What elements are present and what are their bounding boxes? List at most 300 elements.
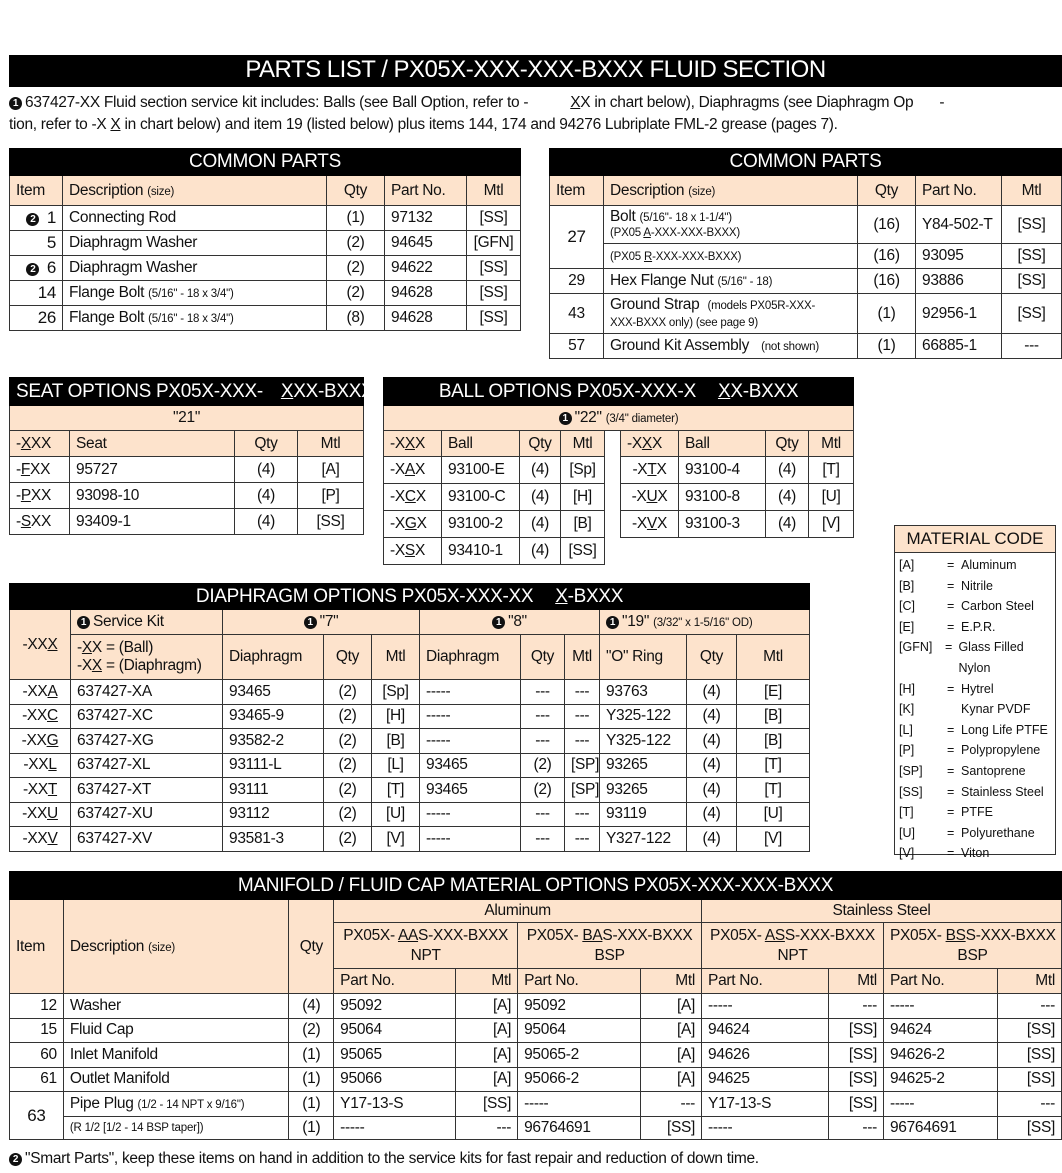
equals: =	[947, 722, 955, 737]
legend-item	[895, 679, 1055, 700]
material-name: Aluminum	[961, 558, 1017, 572]
smart-parts-marker-icon: 2	[26, 213, 39, 226]
equals: =	[947, 681, 955, 696]
part-number: -----	[883, 1092, 997, 1117]
material: [SS]	[456, 1092, 518, 1117]
col-mtl: Mtl	[298, 431, 364, 457]
o-ring-19: Y325-122	[600, 704, 687, 729]
option-code: -XXV	[10, 827, 71, 852]
material-code: [P]	[899, 743, 915, 758]
diaphragm-7: 93582-2	[223, 729, 324, 754]
qty: (2)	[327, 281, 385, 306]
group-aluminum: Aluminum	[334, 900, 702, 923]
qty: (2)	[521, 753, 565, 778]
table-row	[10, 306, 521, 331]
material-code: [SP]	[899, 763, 923, 778]
option-code: -XXU	[10, 802, 71, 827]
page-title	[9, 55, 1062, 87]
note-text: 637427-XX Fluid section service kit includes: Balls (see Ball Option, refer to -	[25, 94, 529, 111]
col-mtl: Mtl	[997, 969, 1061, 994]
ball-part-number: 93100-2	[442, 511, 520, 538]
note-text: X	[570, 94, 581, 111]
qty: (4)	[687, 753, 737, 778]
qty: (2)	[324, 753, 372, 778]
option-code: -XGX	[384, 511, 442, 538]
o-ring-19: 93265	[600, 778, 687, 803]
part-number: 93886	[916, 269, 1002, 294]
equals: =	[947, 599, 955, 614]
qty: (4)	[687, 704, 737, 729]
qty: (16)	[858, 269, 916, 294]
material: [V]	[372, 827, 420, 852]
qty: (4)	[766, 457, 809, 484]
table-row	[10, 231, 521, 256]
equals: =	[947, 619, 955, 634]
part-number: 95092	[518, 994, 641, 1019]
material: [SS]	[298, 509, 364, 535]
o-ring-19: Y327-122	[600, 827, 687, 852]
qty: (1)	[858, 294, 916, 334]
part-number: 95065	[334, 1043, 456, 1068]
equals: =	[947, 578, 955, 593]
material: [H]	[372, 704, 420, 729]
material-code: [SS]	[899, 784, 923, 799]
col-mtl: Mtl	[565, 635, 600, 680]
material: ---	[997, 1092, 1061, 1117]
part-number: 94645	[385, 231, 467, 256]
option-code: -XSX	[384, 538, 442, 565]
equals: =	[947, 805, 955, 820]
table-title: MANIFOLD / FLUID CAP MATERIAL OPTIONS PX05X-XXX-XXX-BXXX	[10, 872, 1062, 900]
qty: (16)	[858, 244, 916, 269]
material: [A]	[456, 994, 518, 1019]
ball-part-number: 93100-4	[679, 457, 766, 484]
material: [T]	[809, 457, 854, 484]
table-row	[10, 1092, 1062, 1117]
common-parts-table-left	[9, 148, 520, 331]
col-mtl: Mtl	[1002, 176, 1062, 206]
material: [SS]	[997, 1067, 1061, 1092]
material: [SS]	[467, 281, 521, 306]
qty: (2)	[324, 802, 372, 827]
spacer	[605, 511, 621, 538]
note-line-2	[9, 114, 1062, 136]
table-row	[10, 483, 364, 509]
part-number: 94624	[883, 1018, 997, 1043]
material-code: [T]	[899, 805, 914, 820]
col-mtl: Mtl	[561, 431, 605, 457]
diaphragm-8: 93465	[420, 753, 521, 778]
legend-item	[895, 720, 1055, 741]
diaphragm-8: -----	[420, 827, 521, 852]
description: Diaphragm Washer	[63, 231, 327, 256]
col-mtl: Mtl	[829, 969, 884, 994]
material: [SS]	[997, 1117, 1061, 1140]
qty: (4)	[520, 457, 561, 484]
material-code: [GFN]	[899, 640, 933, 655]
table-row	[10, 1043, 1062, 1068]
table-row	[10, 1018, 1062, 1043]
spacer	[605, 538, 621, 565]
col-part: Part No.	[702, 969, 829, 994]
table-title: COMMON PARTS	[10, 149, 521, 176]
diaphragm-7: 93111	[223, 778, 324, 803]
option-code: -XXA	[10, 680, 71, 705]
service-kit-number: 637427-XU	[71, 802, 223, 827]
description: (R 1/2 [1/2 - 14 BSP taper])	[63, 1117, 289, 1140]
legend-item	[895, 699, 1055, 720]
legend-item	[895, 555, 1055, 576]
part-number: 96764691	[883, 1117, 997, 1140]
seat-part-number: 93409-1	[70, 509, 235, 535]
col-part: Part No.	[916, 176, 1002, 206]
material: [GFN]	[467, 231, 521, 256]
equals: =	[947, 825, 955, 840]
col-description: Description (size)	[604, 176, 858, 206]
ball-part-number: 93100-E	[442, 457, 520, 484]
material: [SS]	[829, 1018, 884, 1043]
note-text: -	[939, 94, 945, 111]
col-mtl: Mtl	[809, 431, 854, 457]
col-part: Part No.	[518, 969, 641, 994]
diaphragm-7: 93465	[223, 680, 324, 705]
material: [V]	[737, 827, 810, 852]
spacer	[605, 484, 621, 511]
legend-item	[895, 596, 1055, 617]
table-row	[10, 753, 810, 778]
model-variant: PX05X- AAS-XXX-BXXX NPT	[334, 923, 518, 969]
material: [U]	[809, 484, 854, 511]
part-number: 95065-2	[518, 1043, 641, 1068]
qty: ---	[521, 729, 565, 754]
material: [SS]	[829, 1043, 884, 1068]
col-mtl: Mtl	[372, 635, 420, 680]
material-code: [C]	[899, 599, 915, 614]
qty: (4)	[520, 484, 561, 511]
table-row	[384, 538, 854, 565]
material: ---	[641, 1092, 702, 1117]
qty: (2)	[324, 729, 372, 754]
option-code: -XXT	[10, 778, 71, 803]
ball-part-number: 93100-8	[679, 484, 766, 511]
part-number: 94625	[702, 1067, 829, 1092]
service-kit-number: 637427-XC	[71, 704, 223, 729]
service-kit-number: 637427-XL	[71, 753, 223, 778]
material: [SS]	[829, 1067, 884, 1092]
qty: (4)	[235, 509, 298, 535]
material: [SS]	[1002, 244, 1062, 269]
material: [SS]	[467, 306, 521, 331]
material: ---	[565, 680, 600, 705]
part-number: -----	[883, 994, 997, 1019]
material-code: [H]	[899, 681, 915, 696]
col-mtl: Mtl	[467, 176, 521, 206]
legend-item	[895, 802, 1055, 823]
spacer	[605, 457, 621, 484]
seat-part-number: 93098-10	[70, 483, 235, 509]
part-number: 94628	[385, 281, 467, 306]
col-code: -XXX	[10, 610, 71, 680]
description: Hex Flange Nut (5/16" - 18)	[604, 269, 858, 294]
table-title: COMMON PARTS	[550, 149, 1062, 176]
material: [SP]	[565, 778, 600, 803]
service-kit-number: 637427-XA	[71, 680, 223, 705]
material: [Sp]	[561, 457, 605, 484]
material-code: [V]	[899, 846, 915, 861]
qty: (4)	[235, 457, 298, 483]
material-code: [U]	[899, 825, 915, 840]
table-row	[10, 206, 521, 231]
material-code: [A]	[899, 558, 915, 572]
part-number: 94628	[385, 306, 467, 331]
diaphragm-8: -----	[420, 802, 521, 827]
equals: =	[947, 763, 955, 778]
col-part: Part No.	[385, 176, 467, 206]
option-code: -XVX	[621, 511, 679, 538]
col-qty: Qty	[766, 431, 809, 457]
diaphragm-8: 93465	[420, 778, 521, 803]
material: [U]	[372, 802, 420, 827]
material: [A]	[641, 994, 702, 1019]
note-marker-icon: 1	[9, 97, 22, 110]
qty: (2)	[324, 827, 372, 852]
table-row	[550, 294, 1062, 334]
col-qty: Qty	[327, 176, 385, 206]
col-service-kit: 1 Service Kit	[71, 610, 223, 635]
qty: (2)	[327, 256, 385, 281]
qty: (4)	[766, 484, 809, 511]
material: [V]	[809, 511, 854, 538]
material: ---	[565, 729, 600, 754]
material-name: Long Life PTFE	[961, 722, 1048, 737]
table-row	[10, 509, 364, 535]
qty: ---	[521, 802, 565, 827]
diaphragm-7: 93465-9	[223, 704, 324, 729]
col-part: Part No.	[334, 969, 456, 994]
col-code: -XXX	[384, 431, 442, 457]
model-variant: PX05X- BSS-XXX-BXXX BSP	[883, 923, 1061, 969]
kit-marker-icon: 1	[492, 616, 505, 629]
material-name: Santoprene	[961, 763, 1026, 778]
col-item: Item	[10, 176, 63, 206]
option-code: -XXG	[10, 729, 71, 754]
o-ring-19: 93763	[600, 680, 687, 705]
part-number: 94622	[385, 256, 467, 281]
item-number: 2 1	[10, 206, 63, 231]
material-code: [L]	[899, 722, 913, 737]
kit-marker-icon: 1	[77, 616, 90, 629]
part-number: 94624	[702, 1018, 829, 1043]
qty: (2)	[324, 778, 372, 803]
model-variant: PX05X- ASS-XXX-BXXX NPT	[702, 923, 884, 969]
qty: (1)	[289, 1117, 334, 1140]
service-kit-number: 637427-XT	[71, 778, 223, 803]
col-diaphragm: Diaphragm	[223, 635, 324, 680]
description: (PX05 R-XXX-XXX-BXXX)	[604, 244, 858, 269]
part-number: -----	[702, 1117, 829, 1140]
col-kit-legend: -XX = (Ball) -XX = (Diaphragm)	[71, 635, 223, 680]
description: Ground Kit Assembly (not shown)	[604, 334, 858, 359]
table-row	[384, 511, 854, 538]
col-description: Description (size)	[63, 176, 327, 206]
material: ---	[829, 1117, 884, 1140]
material: [P]	[298, 483, 364, 509]
material: ---	[565, 802, 600, 827]
description: Flange Bolt (5/16" - 18 x 3/4")	[63, 306, 327, 331]
table-row	[10, 457, 364, 483]
o-ring-19: Y325-122	[600, 729, 687, 754]
option-code: -FXX	[10, 457, 70, 483]
table-title: DIAPHRAGM OPTIONS PX05X-XXX-XX X-BXXX	[10, 584, 810, 610]
group-stainless: Stainless Steel	[702, 900, 1062, 923]
col-part: Part No.	[883, 969, 997, 994]
col-mtl: Mtl	[456, 969, 518, 994]
equals: =	[947, 784, 955, 799]
option-code: -PXX	[10, 483, 70, 509]
part-number: 97132	[385, 206, 467, 231]
qty: (2)	[289, 1018, 334, 1043]
qty: (4)	[520, 538, 561, 565]
col-ball: Ball	[442, 431, 520, 457]
diaphragm-8: -----	[420, 729, 521, 754]
item-number: 2 6	[10, 256, 63, 281]
material: [A]	[298, 457, 364, 483]
table-row	[10, 1067, 1062, 1092]
part-number: 95092	[334, 994, 456, 1019]
description: Outlet Manifold	[63, 1067, 289, 1092]
material-code-legend	[894, 525, 1056, 861]
part-number: 92956-1	[916, 294, 1002, 334]
part-number: 66885-1	[916, 334, 1002, 359]
table-row	[384, 484, 854, 511]
o-ring-19: 93119	[600, 802, 687, 827]
qty: ---	[521, 827, 565, 852]
material: ---	[997, 994, 1061, 1019]
seat-part-number: 95727	[70, 457, 235, 483]
part-number: 95066	[334, 1067, 456, 1092]
material: [B]	[737, 729, 810, 754]
table-row	[10, 994, 1062, 1019]
material: [SS]	[1002, 294, 1062, 334]
item-number: 26	[10, 306, 63, 331]
option-code: -XXC	[10, 704, 71, 729]
material: ---	[565, 827, 600, 852]
part-number: -----	[702, 994, 829, 1019]
material: [SS]	[641, 1117, 702, 1140]
qty: (4)	[289, 994, 334, 1019]
material: [H]	[561, 484, 605, 511]
material: [A]	[456, 1043, 518, 1068]
smart-parts-footnote	[9, 1148, 759, 1170]
table-row	[10, 729, 810, 754]
table-row	[10, 1117, 1062, 1140]
item-number: 60	[10, 1043, 64, 1068]
material: [L]	[372, 753, 420, 778]
col-qty: Qty	[687, 635, 737, 680]
qty: (1)	[858, 334, 916, 359]
qty: (2)	[324, 704, 372, 729]
description: Diaphragm Washer	[63, 256, 327, 281]
legend-item	[895, 843, 1055, 864]
equals: =	[947, 558, 955, 572]
equals: =	[947, 846, 955, 861]
material: [SS]	[997, 1018, 1061, 1043]
diaphragm-7: 93581-3	[223, 827, 324, 852]
material: [Sp]	[372, 680, 420, 705]
material: [SS]	[1002, 269, 1062, 294]
option-code: -SXX	[10, 509, 70, 535]
material-name: Viton	[961, 846, 990, 861]
kit-marker-icon: 1	[304, 616, 317, 629]
table-row	[10, 827, 810, 852]
table-row	[10, 778, 810, 803]
qty: (1)	[327, 206, 385, 231]
part-number: Y17-13-S	[334, 1092, 456, 1117]
part-number: 95064	[518, 1018, 641, 1043]
group-19: 1 "19" (3/32" x 1-5/16" OD)	[600, 610, 810, 635]
description: Flange Bolt (5/16" - 18 x 3/4")	[63, 281, 327, 306]
col-oring: "O" Ring	[600, 635, 687, 680]
qty: (4)	[687, 729, 737, 754]
note-text: in chart below) and item 19 (listed below) plus items 144, 174 and 94276 Lubriplate FML-2 grease (pages 7).	[120, 116, 838, 133]
ball-item-number: 1 "22" (3/4" diameter)	[384, 406, 854, 431]
material-code: [E]	[899, 619, 915, 634]
item-number: 29	[550, 269, 604, 294]
spacer	[605, 431, 621, 457]
material: [SS]	[561, 538, 605, 565]
material-name: Carbon Steel	[961, 599, 1034, 614]
item-number: 63	[10, 1092, 64, 1140]
col-diaphragm: Diaphragm	[420, 635, 521, 680]
qty: (4)	[766, 511, 809, 538]
equals: =	[947, 743, 955, 758]
material: [A]	[456, 1067, 518, 1092]
material: ---	[1002, 334, 1062, 359]
item-number: 12	[10, 994, 64, 1019]
note-text: tion, refer to -X	[9, 116, 111, 133]
description: Pipe Plug (1/2 - 14 NPT x 9/16")	[63, 1092, 289, 1117]
qty: ---	[521, 704, 565, 729]
material-name: Polyurethane	[961, 825, 1035, 840]
material: [SS]	[997, 1043, 1061, 1068]
legend-item	[895, 823, 1055, 844]
common-parts-table-right	[549, 148, 1061, 359]
material: [SS]	[467, 206, 521, 231]
option-code: -XCX	[384, 484, 442, 511]
material: [A]	[641, 1043, 702, 1068]
service-kit-note	[9, 92, 1062, 136]
col-code: -XXX	[10, 431, 70, 457]
qty: (4)	[687, 680, 737, 705]
material: [B]	[372, 729, 420, 754]
part-number: 93095	[916, 244, 1002, 269]
diaphragm-8: -----	[420, 680, 521, 705]
note-line-1	[9, 92, 1062, 114]
material-name: Stainless Steel	[961, 784, 1044, 799]
ball-options-table	[383, 377, 853, 565]
col-item: Item	[550, 176, 604, 206]
kit-marker-icon: 1	[559, 412, 572, 425]
material-name: Nitrile	[961, 578, 993, 593]
qty: (2)	[327, 231, 385, 256]
seat-item-number: "21"	[10, 406, 364, 431]
material-name: Hytrel	[961, 681, 994, 696]
table-row	[550, 206, 1062, 244]
part-number: 94626	[702, 1043, 829, 1068]
table-row	[10, 281, 521, 306]
option-code: -XAX	[384, 457, 442, 484]
table-title: BALL OPTIONS PX05X-XXX-X XX-BXXX	[384, 378, 854, 406]
